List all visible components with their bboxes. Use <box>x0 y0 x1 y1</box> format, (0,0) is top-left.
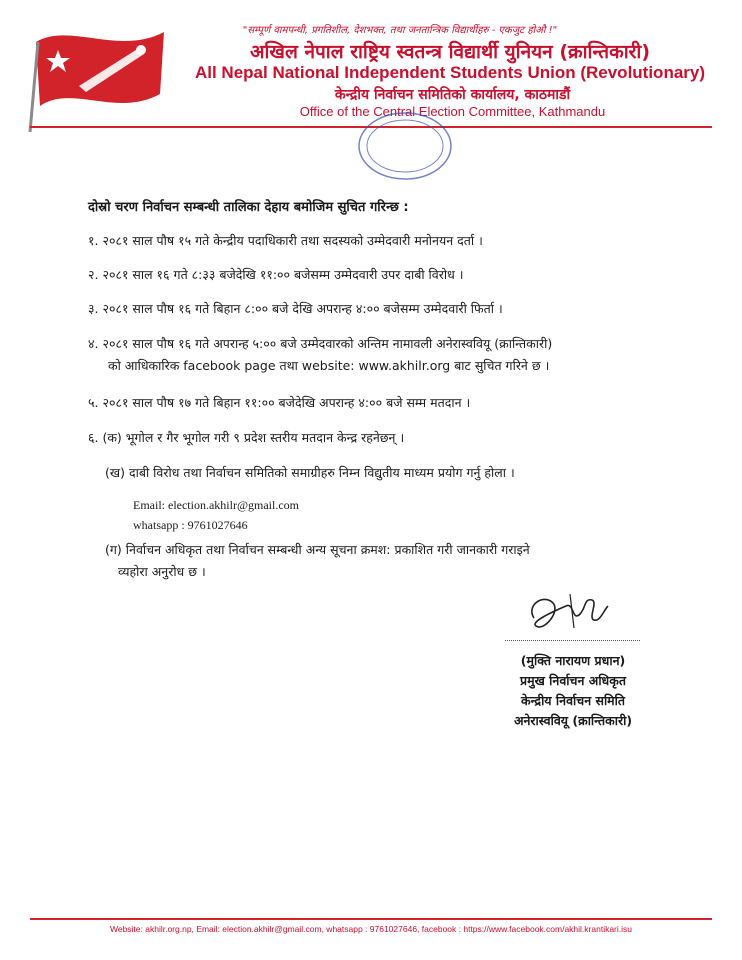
sub-item-kha: (ख) दाबी विरोध तथा निर्वाचन समितिको समाग्रीहरु निम्न विद्युतीय माध्यम प्रयोग गर्नु होला । <box>105 465 515 480</box>
notice-heading: दोस्रो चरण निर्वाचन सम्बन्धी तालिका देहाय बमोजिम सुचित गरिन्छ : <box>88 200 409 215</box>
signature-line <box>505 640 640 641</box>
signature-image-icon <box>522 588 612 638</box>
list-item: २. २०८१ साल १६ गते ८:३३ बजेदेखि ११:०० बजेसम्म उम्मेदवारी उपर दाबी विरोध । <box>88 267 464 282</box>
org-title-nepali: अखिल नेपाल राष्ट्रिय स्वतन्त्र विद्यार्थी युनियन (क्रान्तिकारी) <box>249 41 651 63</box>
org-title-english: All Nepal National Independent Students Union (Revolutionary) <box>194 63 706 82</box>
election-committee-stamp-icon <box>355 110 455 182</box>
contact-whatsapp: whatsapp : 9761027646 <box>133 518 248 532</box>
header-slogan: "सम्पूर्ण वामपन्थी, प्रगतिशील, देशभक्त, तथा जनतान्त्रिक विद्यार्थीहरु - एकजुट होऔ !" <box>242 25 558 36</box>
signatory-name: (मुक्ति नारायण प्रधान) <box>520 653 626 668</box>
footer-divider <box>30 918 712 920</box>
sub-item-ga: (ग) निर्वाचन अधिकृत तथा निर्वाचन सम्बन्धी अन्य सूचना क्रमश: प्रकाशित गरी जानकारी गराइने <box>105 542 530 557</box>
list-item: ३. २०८१ साल पौष १६ गते बिहान ८:०० बजे देखि अपरान्ह ४:०० बजेसम्म उम्मेदवारी फिर्ता । <box>88 301 503 316</box>
contact-email: Email: election.akhilr@gmail.com <box>133 498 300 512</box>
list-item: ६. (क) भूगोल र गैर भूगोल गरी ९ प्रदेश स्तरीय मतदान केन्द्र रहनेछन् । <box>88 430 405 445</box>
office-name-nepali: केन्द्रीय निर्वाचन समितिको कार्यालय, काठमाडौं <box>334 87 571 103</box>
office-name-english: Office of the Central Election Committee, Kathmandu <box>299 104 606 119</box>
list-item-continuation: को आधिकारिक facebook page तथा website: www.akhilr.org बाट सुचित गरिने छ । <box>108 358 550 373</box>
party-flag-icon <box>24 14 174 134</box>
signatory-org: अनेरास्ववियू (क्रान्तिकारी) <box>513 713 633 728</box>
sub-item-ga-continuation: व्यहोरा अनुरोध छ । <box>118 564 206 579</box>
signatory-role: प्रमुख निर्वाचन अधिकृत <box>520 673 626 688</box>
list-item: १. २०८१ साल पौष १५ गते केन्द्रीय पदाधिकारी तथा सदस्यको उम्मेदवारी मनोनयन दर्ता । <box>88 233 483 248</box>
list-item: ५. २०८१ साल पौष १७ गते बिहान ११:०० बजेदेखि अपरान्ह ४:०० बजे सम्म मतदान । <box>88 395 471 410</box>
footer-contact: Website: akhilr.org.np, Email: election.akhilr@gmail.com, whatsapp : 9761027646, facebook : https://www.facebook.com/akhil.krantikari.isu <box>109 924 633 934</box>
signatory-committee: केन्द्रीय निर्वाचन समिति <box>520 693 626 708</box>
list-item: ४. २०८१ साल पौष १६ गते अपरान्ह ५:०० बजे उम्मेदवारको अन्तिम नामावली अनेरास्ववियू (क्रान्तिकारी) <box>88 336 553 351</box>
